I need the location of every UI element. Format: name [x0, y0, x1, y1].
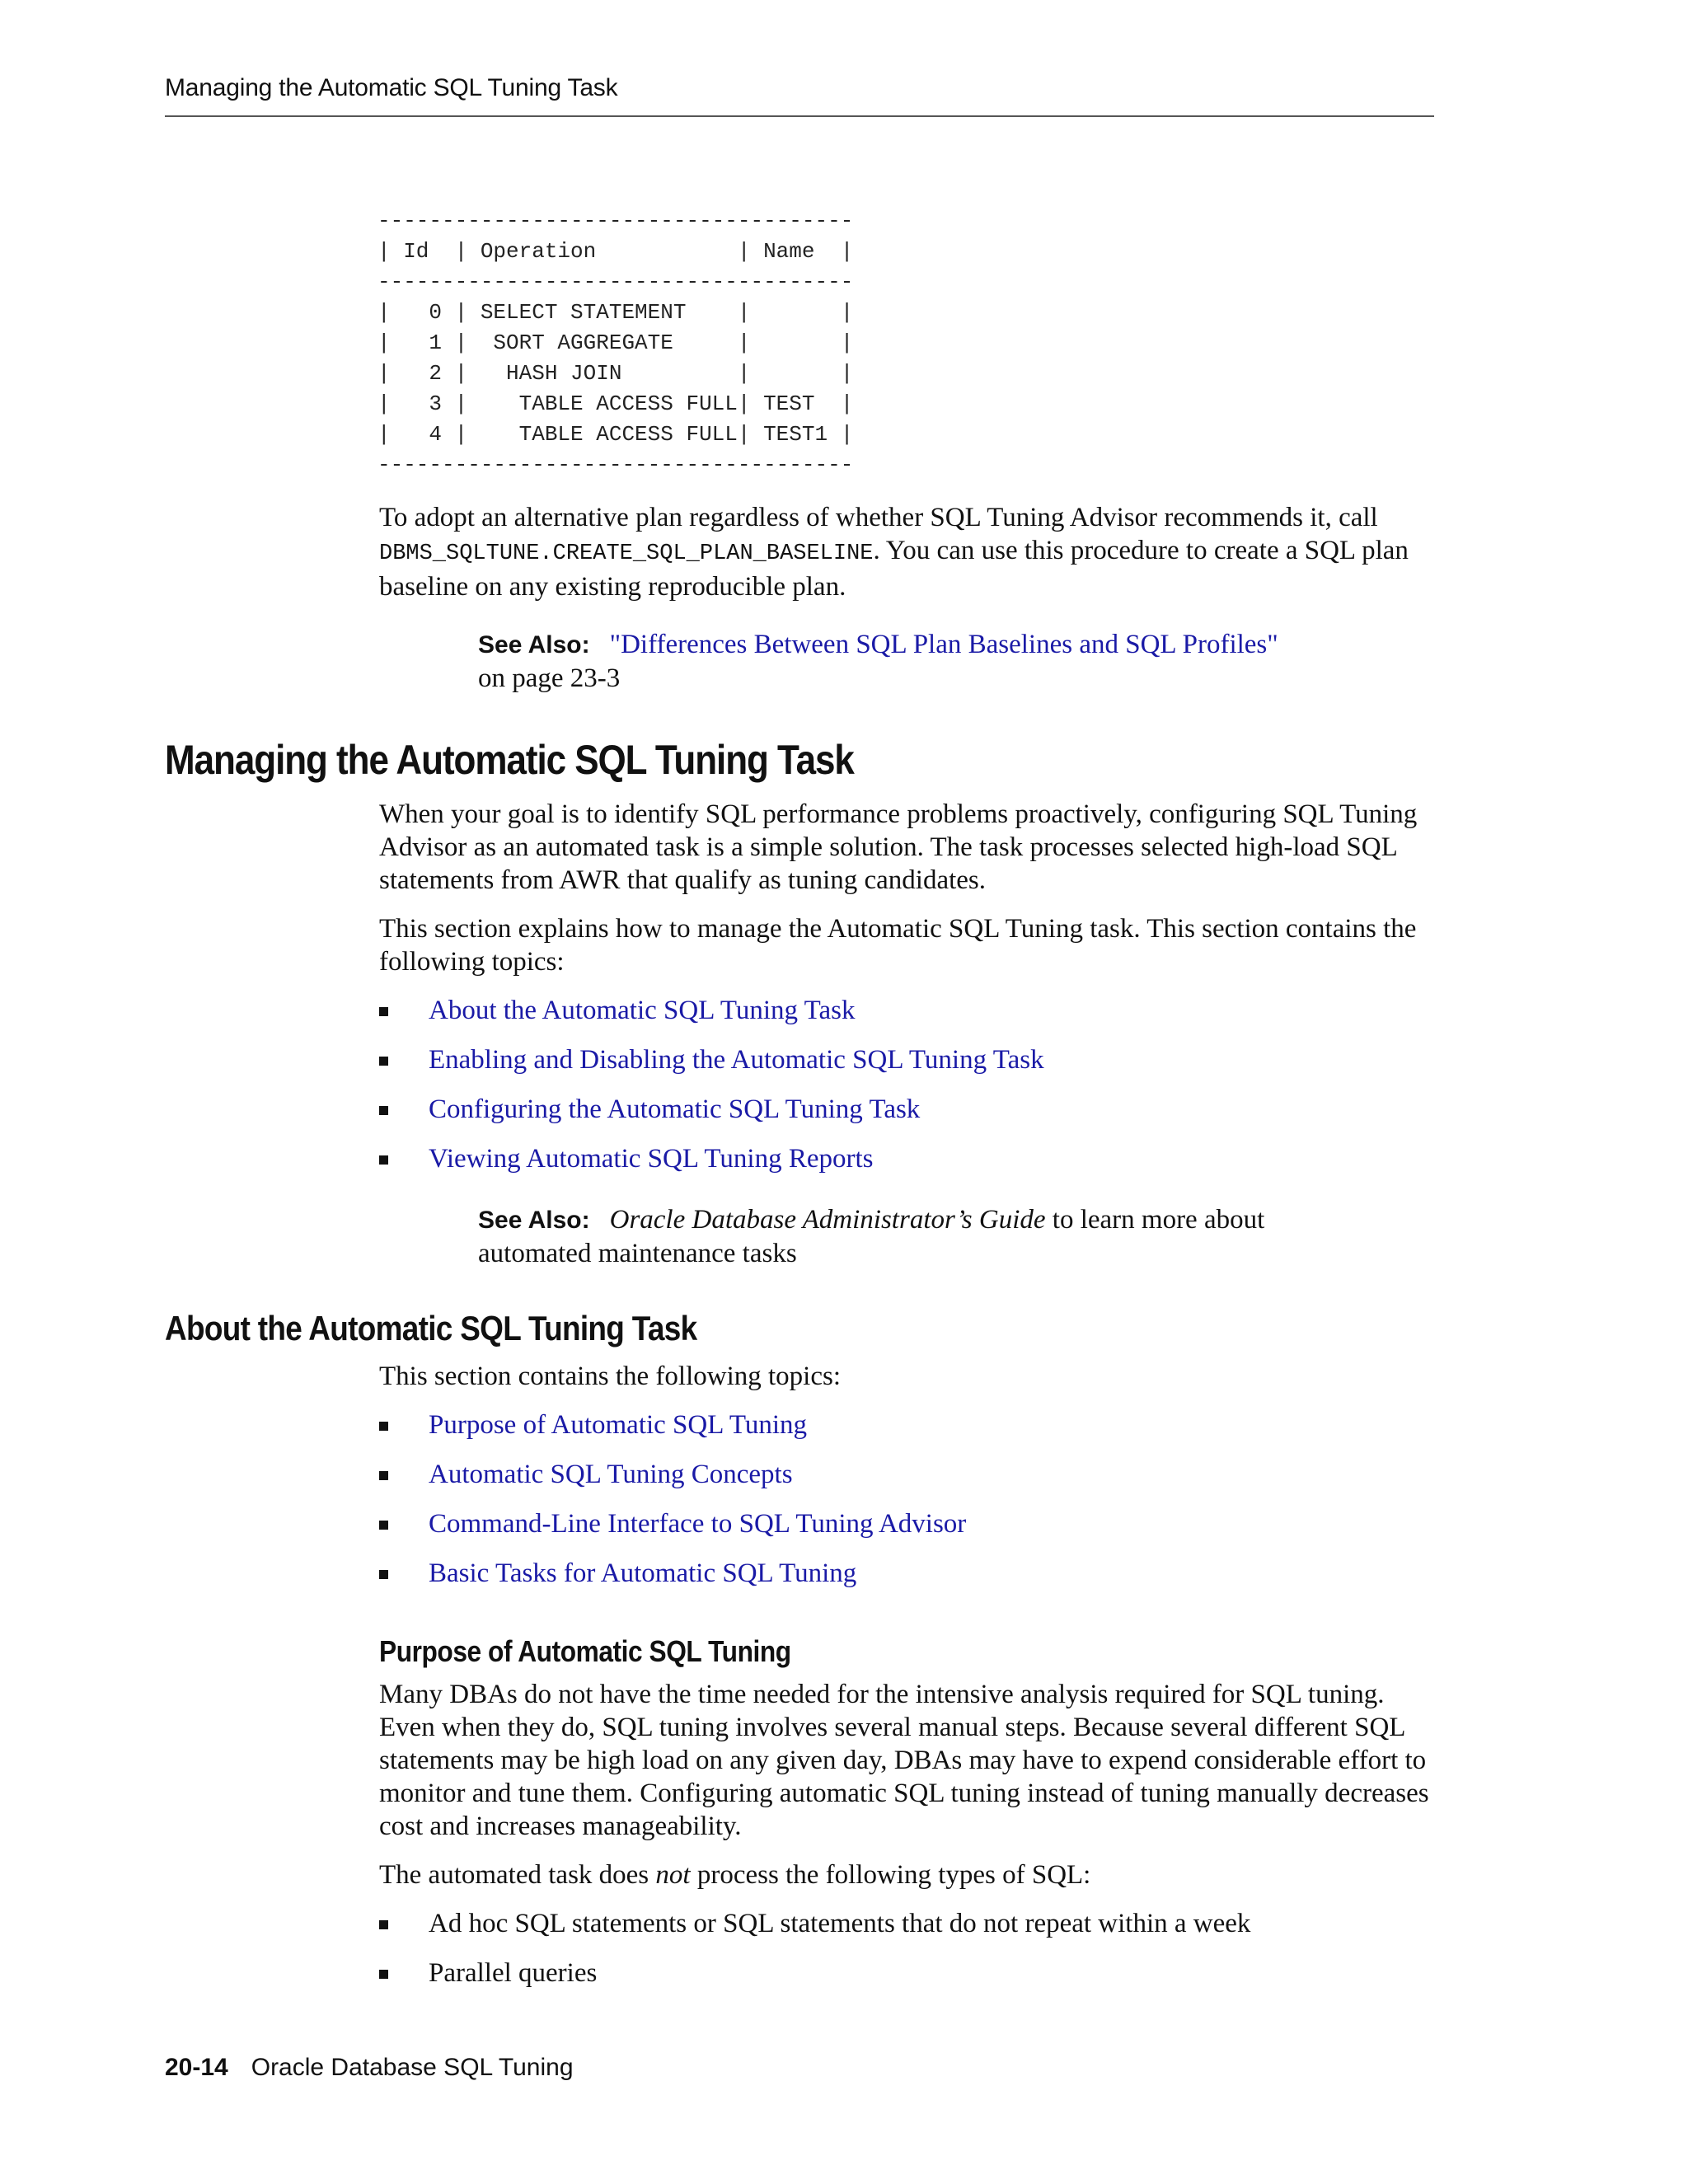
bullet-icon	[379, 1422, 388, 1431]
list-item	[379, 1142, 1442, 1192]
plan-line: | 0 | SELECT STATEMENT | |	[377, 300, 854, 325]
header-rule	[165, 115, 1434, 117]
see-also-note: See Also: Oracle Database Administrator’s Guide to learn more about automated maintenance tasks	[478, 1205, 1265, 1268]
book-title: Oracle Database Administrator’s Guide	[609, 1205, 1046, 1235]
body-paragraph: The automated task does not process the following types of SQL:	[379, 1860, 1091, 1890]
section-heading: Managing the Automatic SQL Tuning Task	[165, 737, 854, 783]
body-paragraph: This section explains how to manage the Automatic SQL Tuning task. This section contains the following topics:	[379, 914, 1417, 977]
topic-list	[379, 994, 1442, 1192]
topic-link[interactable]: Purpose of Automatic SQL Tuning	[429, 1410, 807, 1440]
body-paragraph: This section contains the following topics:	[379, 1361, 842, 1391]
cross-reference-link[interactable]: "Differences Between SQL Plan Baselines and SQL Profiles"	[609, 630, 1278, 659]
page-footer	[165, 2054, 574, 2082]
plan-line: | 1 | SORT AGGREGATE | |	[377, 330, 854, 355]
topic-link[interactable]: Automatic SQL Tuning Concepts	[429, 1460, 793, 1489]
topic-link[interactable]: About the Automatic SQL Tuning Task	[429, 996, 856, 1025]
topic-link[interactable]: Enabling and Disabling the Automatic SQL Tuning Task	[429, 1045, 1044, 1075]
bullet-icon	[379, 1920, 388, 1929]
plan-line: | 2 | HASH JOIN | |	[377, 361, 854, 386]
list-item	[379, 1507, 1442, 1557]
running-header: Managing the Automatic SQL Tuning Task	[165, 74, 618, 101]
list-item	[379, 994, 1442, 1043]
page-number: 20-14	[165, 2054, 228, 2081]
see-also-label: See Also:	[478, 1207, 590, 1234]
list-item	[379, 1043, 1442, 1093]
list-item	[379, 1458, 1442, 1507]
bullet-icon	[379, 1570, 388, 1579]
bullet-icon	[379, 1057, 388, 1066]
topic-link[interactable]: Viewing Automatic SQL Tuning Reports	[429, 1144, 874, 1174]
bullet-icon	[379, 1970, 388, 1979]
body-paragraph: When your goal is to identify SQL performance problems proactively, configuring SQL Tuning Advisor as an automated task is a simple solution. The task processes selected high-load SQL statements from AWR that qualify as tuning candidates.	[379, 799, 1418, 895]
inline-code: DBMS_SQLTUNE.CREATE_SQL_PLAN_BASELINE	[379, 541, 874, 566]
plan-line: -------------------------------------	[377, 452, 854, 477]
bullet-icon	[379, 1471, 388, 1480]
see-also-note: See Also: "Differences Between SQL Plan Baselines and SQL Profiles" on page 23-3	[478, 630, 1278, 693]
subsubsection-heading: Purpose of Automatic SQL Tuning	[379, 1634, 791, 1668]
list-item: Ad hoc SQL statements or SQL statements that do not repeat within a week	[379, 1907, 1442, 1957]
list-item	[379, 1408, 1442, 1458]
topic-link[interactable]: Basic Tasks for Automatic SQL Tuning	[429, 1558, 857, 1588]
topic-link[interactable]: Command-Line Interface to SQL Tuning Advisor	[429, 1509, 967, 1539]
list-item	[379, 1093, 1442, 1142]
intro-paragraph: To adopt an alternative plan regardless of whether SQL Tuning Advisor recommends it, call DBMS_SQLTUNE.CREATE_SQL_PLAN_BASELINE. You can use this procedure to create a SQL plan baseline on any existing reproducible plan.	[379, 503, 1409, 602]
plan-line: | 4 | TABLE ACCESS FULL| TEST1 |	[377, 422, 854, 447]
bullet-icon	[379, 1521, 388, 1530]
list-item	[379, 1557, 1442, 1606]
plan-line: | 3 | TABLE ACCESS FULL| TEST |	[377, 391, 854, 416]
topic-list	[379, 1408, 1442, 1606]
bullet-icon	[379, 1155, 388, 1165]
plan-line: -------------------------------------	[377, 209, 854, 233]
exclusion-list	[379, 1907, 1442, 2006]
see-also-label: See Also:	[478, 631, 590, 658]
topic-link[interactable]: Configuring the Automatic SQL Tuning Task	[429, 1094, 921, 1124]
subsection-heading: About the Automatic SQL Tuning Task	[165, 1309, 697, 1347]
book-name: Oracle Database SQL Tuning	[251, 2054, 574, 2081]
list-item: Parallel queries	[379, 1957, 1442, 2006]
body-paragraph: Many DBAs do not have the time needed for the intensive analysis required for SQL tuning. Even when they do, SQL tuning involves several manual steps. Because several different SQL statements may be high load on any given day, DBAs may have to expend considerable effort to monitor and tune them. Configuring automatic SQL tuning instead of tuning manually decreases cost and increases manageability.	[379, 1680, 1429, 1841]
emphasis: not	[655, 1860, 691, 1890]
plan-line: -------------------------------------	[377, 269, 854, 294]
plan-line: | Id | Operation | Name |	[377, 239, 854, 264]
bullet-icon	[379, 1106, 388, 1115]
bullet-icon	[379, 1007, 388, 1016]
execution-plan-table	[377, 206, 853, 480]
